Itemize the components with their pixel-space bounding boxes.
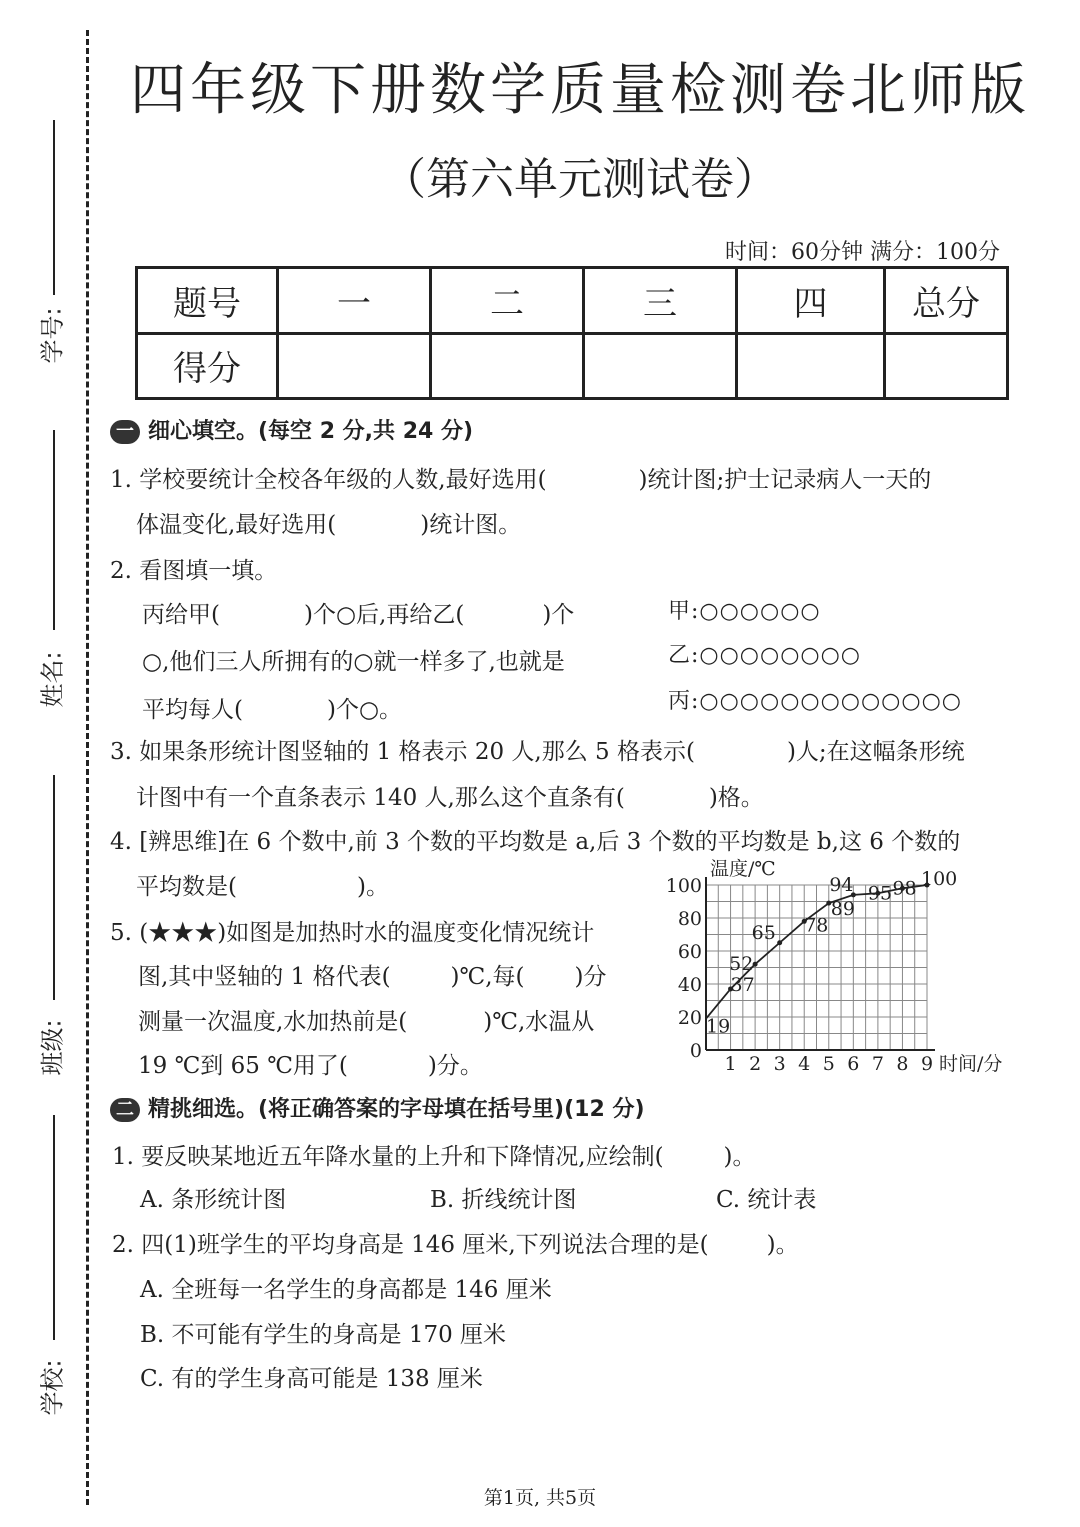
- data-label: 98: [892, 877, 917, 900]
- score-col-2: 二: [431, 268, 584, 334]
- score-col-4: 四: [737, 268, 885, 334]
- y-tick-label: 20: [677, 1007, 702, 1029]
- q2-text-e: 平均每人(: [142, 697, 243, 723]
- s2-q2-option-a[interactable]: A. 全班每一名学生的身高都是 146 厘米: [140, 1277, 552, 1303]
- s2-q1-option-b[interactable]: B. 折线统计图: [430, 1187, 577, 1213]
- school-label: 学校:: [38, 1359, 67, 1416]
- q2-line2: ○,他们三人所拥有的○就一样多了,也就是: [142, 649, 565, 675]
- q5-line2: [138, 958, 607, 991]
- data-label: 52: [729, 953, 754, 976]
- data-label: 100: [921, 868, 958, 890]
- q2-line1: [142, 596, 574, 629]
- x-tick-label: 2: [749, 1053, 762, 1075]
- q5-text-e: 测量一次温度,水加热前是(: [138, 1009, 408, 1035]
- q2-text-a: 丙给甲(: [142, 602, 220, 628]
- q2-line3: [142, 691, 402, 724]
- y-tick-label: 0: [689, 1040, 702, 1062]
- bing-circles: 丙:○○○○○○○○○○○○○: [668, 689, 962, 714]
- student-no-label: 学号:: [38, 307, 67, 364]
- score-value-row: [137, 333, 1008, 399]
- x-tick-label: 9: [920, 1053, 934, 1075]
- score-col-1: 一: [278, 268, 431, 334]
- section1-title: 细心填空。(每空 2 分,共 24 分): [148, 419, 474, 444]
- q3-line2: [136, 779, 764, 812]
- section2-heading: [110, 1092, 645, 1123]
- x-tick-label: 1: [724, 1053, 737, 1075]
- q2-title: 2. 看图填一填。: [110, 558, 278, 584]
- score-cell-3[interactable]: [584, 333, 737, 399]
- q3-text-c: 计图中有一个直条表示 140 人,那么这个直条有(: [136, 785, 625, 811]
- section1-badge: 一: [110, 420, 140, 444]
- name-label: 姓名:: [38, 651, 67, 708]
- score-cell-2[interactable]: [431, 333, 584, 399]
- q4-text-b: 平均数是(: [136, 874, 237, 900]
- q5-line4: [138, 1047, 483, 1080]
- binding-dashed-line: [86, 30, 89, 1505]
- x-tick-label: 7: [871, 1053, 884, 1075]
- y-tick-label: 80: [677, 908, 702, 930]
- s2-q1-end: )。: [723, 1144, 756, 1170]
- score-cell-total[interactable]: [885, 333, 1008, 399]
- class-label: 班级:: [38, 1019, 67, 1076]
- jia-circles: 甲:○○○○○○: [668, 599, 821, 624]
- q5-text-f: )℃,水温从: [483, 1009, 595, 1035]
- score-col-label: 题号: [137, 268, 278, 334]
- q2-text-f: )个○。: [326, 697, 403, 723]
- x-axis-label: 时间/分: [939, 1053, 1003, 1075]
- score-header-row: [137, 268, 1008, 334]
- s2-q1: [112, 1138, 756, 1171]
- x-tick-label: 6: [847, 1053, 860, 1075]
- q4-line1: 4. [辨思维]在 6 个数中,前 3 个数的平均数是 a,后 3 个数的平均数是 b,这 6 个数的: [110, 829, 961, 855]
- q3-text-b: )人;在这幅条形统: [786, 739, 965, 765]
- s2-q2-option-b[interactable]: B. 不可能有学生的身高是 170 厘米: [140, 1322, 507, 1348]
- data-label: 37: [730, 973, 755, 996]
- score-col-total: 总分: [885, 268, 1008, 334]
- q4-text-c: )。: [356, 874, 389, 900]
- s2-q1-option-a[interactable]: A. 条形统计图: [140, 1187, 287, 1213]
- q3-line1: [110, 733, 965, 766]
- yi-circles: 乙:○○○○○○○○: [668, 643, 861, 668]
- score-row-label: 得分: [137, 333, 278, 399]
- s2-q2-text: 2. 四(1)班学生的平均身高是 146 厘米,下列说法合理的是(: [112, 1232, 709, 1258]
- score-col-3: 三: [584, 268, 737, 334]
- s2-q2-option-c[interactable]: C. 有的学生身高可能是 138 厘米: [140, 1366, 483, 1392]
- q1-text-c: 体温变化,最好选用(: [136, 512, 337, 538]
- q3-text-d: )格。: [708, 785, 764, 811]
- q4-line2: [136, 868, 389, 901]
- q1-line1: [110, 461, 931, 494]
- data-point: [777, 940, 782, 945]
- data-point: [753, 962, 758, 967]
- x-tick-label: 3: [773, 1053, 786, 1075]
- data-label: 95: [867, 882, 893, 905]
- score-cell-1[interactable]: [278, 333, 431, 399]
- q2-text-c: )个: [542, 602, 575, 628]
- s2-q1-option-c[interactable]: C. 统计表: [716, 1187, 817, 1213]
- section2-badge: 二: [110, 1098, 140, 1122]
- chart-labels: [706, 868, 957, 1038]
- q5-text-g: 19 ℃到 65 ℃用了(: [138, 1053, 348, 1079]
- s2-q2: [112, 1226, 799, 1259]
- q5-text-h: )分。: [427, 1053, 483, 1079]
- x-tick-label: 5: [822, 1053, 835, 1075]
- section1-heading: [110, 414, 473, 445]
- q5-text-c: )℃,每(: [450, 964, 525, 990]
- q1-text-b: )统计图;护士记录病人一天的: [638, 467, 932, 493]
- data-label: 94: [829, 873, 854, 896]
- data-label: 78: [804, 914, 829, 937]
- q1-text-a: 1. 学校要统计全校各年级的人数,最好选用(: [110, 467, 547, 493]
- school-line[interactable]: [53, 1115, 55, 1340]
- score-cell-4[interactable]: [737, 333, 885, 399]
- data-label: 65: [751, 921, 776, 944]
- time-info: 时间：60分钟 满分：100分: [725, 240, 1000, 265]
- y-tick-label: 60: [677, 941, 702, 963]
- temperature-line-chart: [660, 855, 1030, 1080]
- q5-line3: [138, 1003, 594, 1036]
- q5-line1: 5. (★★★)如图是加热时水的温度变化情况统计: [110, 920, 595, 946]
- y-axis-label: 温度/℃: [710, 858, 776, 880]
- q5-text-d: )分: [574, 964, 607, 990]
- section2-title: 精挑细选。(将正确答案的字母填在括号里)(12 分): [148, 1097, 645, 1122]
- x-tick-label: 4: [798, 1053, 811, 1075]
- score-table: [135, 266, 1009, 400]
- data-label: 89: [830, 898, 855, 921]
- x-tick-label: 8: [896, 1053, 909, 1075]
- q3-text-a: 3. 如果条形统计图竖轴的 1 格表示 20 人,那么 5 格表示(: [110, 739, 695, 765]
- y-tick-label: 40: [677, 974, 702, 996]
- page-subtitle: （第六单元测试卷）: [382, 154, 778, 205]
- data-label: 19: [706, 1015, 731, 1038]
- class-line[interactable]: [53, 775, 55, 1000]
- q1-text-d: )统计图。: [420, 512, 522, 538]
- s2-q2-end: )。: [766, 1232, 799, 1258]
- page-title: 四年级下册数学质量检测卷北师版: [130, 58, 1030, 123]
- page-footer: 第1页, 共5页: [483, 1487, 597, 1509]
- name-line[interactable]: [53, 430, 55, 630]
- q2-text-b: )个○后,再给乙(: [303, 602, 465, 628]
- q1-line2: [136, 506, 521, 539]
- s2-q1-text: 1. 要反映某地近五年降水量的上升和下降情况,应绘制(: [112, 1144, 664, 1170]
- q5-text-b: 图,其中竖轴的 1 格代表(: [138, 964, 391, 990]
- y-tick-label: 100: [665, 875, 702, 897]
